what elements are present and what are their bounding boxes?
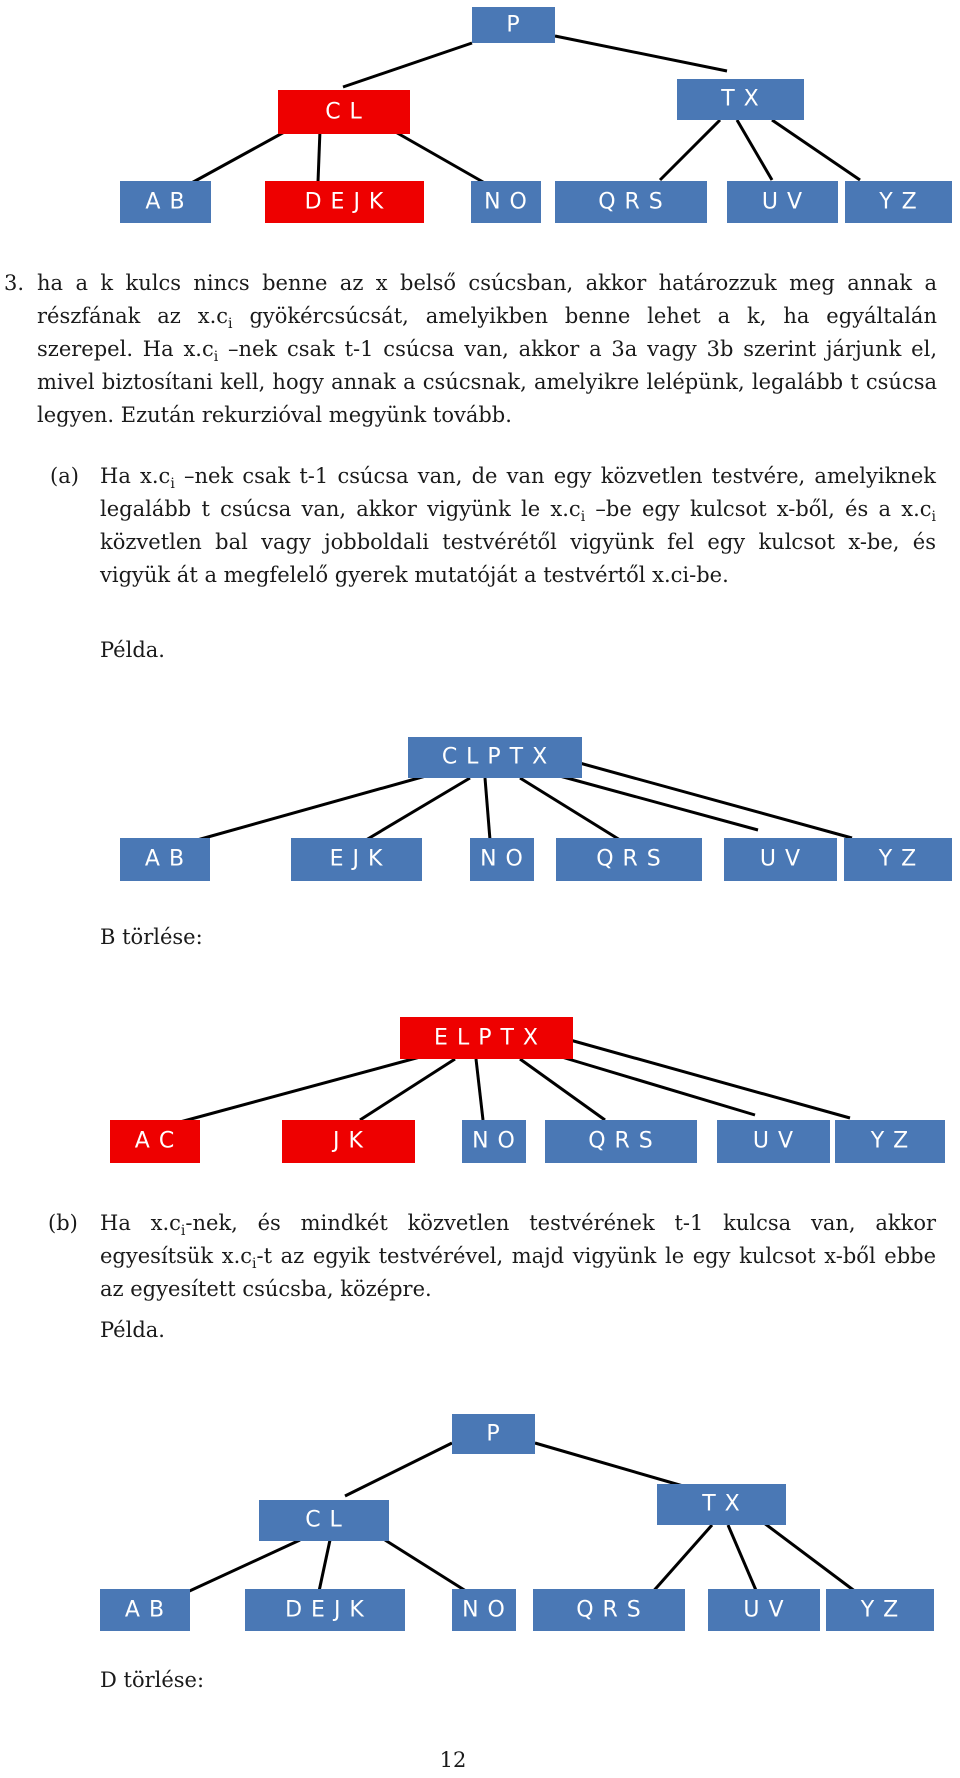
tree-node-TX: [657, 1484, 786, 1525]
subscript: i: [580, 509, 586, 526]
btree-diagram-1: [0, 0, 960, 230]
example-label-b: Példa.: [100, 1318, 165, 1342]
svg-text:C L P T X: C L P T X: [441, 744, 549, 770]
svg-text:T X: T X: [721, 86, 760, 112]
svg-text:E L P T X: E L P T X: [434, 1025, 539, 1051]
tree-node-P: [472, 7, 555, 43]
page-number: 12: [439, 1748, 467, 1772]
tree-node-NO: [470, 838, 534, 881]
tree-node-P: [452, 1414, 535, 1454]
tree-node-NO: [471, 181, 541, 223]
tree-node-AB: [100, 1589, 190, 1631]
tree-node-UV: [717, 1120, 830, 1163]
tree-node-UV: [727, 181, 838, 223]
svg-text:E J K: E J K: [329, 846, 384, 872]
tree-node-JK: [282, 1120, 415, 1163]
subscript: i: [252, 1256, 257, 1273]
svg-text:A B: A B: [124, 1597, 166, 1623]
svg-text:Q R S: Q R S: [576, 1597, 642, 1623]
svg-text:C L: C L: [305, 1507, 343, 1533]
text-segment: Ha x.c: [100, 1211, 181, 1235]
subscript: i: [228, 316, 233, 333]
svg-text:T X: T X: [702, 1491, 741, 1517]
tree-node-QRS: [555, 181, 707, 223]
tree-node-CL: [259, 1500, 389, 1541]
tree-node-YZ: [835, 1120, 945, 1163]
text-segment: gyökércsúcsát, amelyikben benne lehet a k, ha egyáltalán szerepel. Ha x.c: [37, 304, 937, 361]
tree-node-QRS: [533, 1589, 685, 1631]
tree-node-YZ: [845, 181, 952, 223]
example-label-a: Példa.: [100, 638, 165, 662]
svg-text:N O: N O: [484, 189, 528, 215]
tree-node-TX: [677, 79, 804, 120]
tree-node-CLPTX: [408, 737, 582, 778]
text-segment: –nek csak t-1 csúcsa van, de van egy közvetlen testvére, amelyiknek legalább t csúcsa van, akkor vigyünk le x.c: [100, 464, 936, 521]
d-deletion-label: D törlése:: [100, 1668, 205, 1692]
svg-text:A C: A C: [134, 1128, 176, 1154]
tree-node-UV: [708, 1589, 820, 1631]
text-segment: -t az egyik testvérével, majd vigyünk le egy kulcsot x-ből ebbe az egyesített csúcsba, középre.: [100, 1244, 937, 1301]
text-segment: Ha x.c: [100, 464, 171, 488]
svg-text:A B: A B: [145, 189, 186, 215]
svg-text:Y Z: Y Z: [879, 189, 918, 215]
tree-node-ELPTX: [400, 1017, 573, 1059]
tree-node-YZ: [844, 838, 952, 881]
paragraph-a: [100, 460, 936, 592]
svg-text:N O: N O: [472, 1128, 516, 1154]
list-label-b: (b): [48, 1211, 78, 1235]
svg-text:D E J K: D E J K: [304, 189, 385, 215]
svg-text:Q R S: Q R S: [588, 1128, 654, 1154]
btree-diagram-4: [0, 1405, 960, 1635]
svg-text:U V: U V: [759, 846, 802, 872]
paragraph-b: [100, 1207, 936, 1306]
text-segment: közvetlen bal vagy jobboldali testvérétől vigyünk fel egy kulcsot x-be, és vigyük át a megfelelő gyerek mutatóját a testvértől x.ci-be.: [100, 530, 936, 587]
text-segment: –nek csak t-1 csúcsa van, akkor a 3a vagy 3b szerint járjunk el, mivel biztosítani kell, hogy annak a csúcsnak, amelyikre lelépünk, legalább t csúcsa legyen. Ezután rekurzióval megyünk tovább.: [37, 337, 937, 427]
svg-text:U V: U V: [761, 189, 804, 215]
tree-node-AB: [120, 181, 211, 223]
svg-text:Q R S: Q R S: [596, 846, 662, 872]
svg-text:N O: N O: [462, 1597, 506, 1623]
list-number-3: 3.: [4, 271, 25, 295]
subscript: i: [931, 509, 936, 526]
subscript: i: [170, 476, 175, 493]
svg-text:P: P: [506, 12, 521, 38]
tree-node-NO: [452, 1589, 516, 1631]
btree-diagram-2: [0, 730, 960, 890]
text-segment: –be egy kulcsot x-ből, és a x.c: [585, 497, 932, 521]
tree-node-CL: [278, 90, 410, 134]
list-label-a: (a): [50, 464, 79, 488]
tree-node-UV: [724, 838, 837, 881]
svg-text:Y Z: Y Z: [860, 1597, 900, 1623]
tree-node-DEJK: [265, 181, 424, 223]
svg-text:A B: A B: [144, 846, 186, 872]
tree-node-YZ: [826, 1589, 934, 1631]
svg-text:Q R S: Q R S: [598, 189, 664, 215]
btree-diagram-3: [0, 1010, 960, 1170]
svg-text:U V: U V: [743, 1597, 785, 1623]
svg-text:D E J K: D E J K: [285, 1597, 365, 1623]
tree-node-QRS: [556, 838, 702, 881]
svg-text:N O: N O: [480, 846, 524, 872]
tree-node-QRS: [545, 1120, 697, 1163]
text-segment: -nek, és mindkét közvetlen testvérének t-1 kulcsa van, akkor egyesítsük x.c: [100, 1211, 937, 1268]
svg-text:C L: C L: [325, 99, 363, 125]
paragraph-3: [37, 267, 937, 432]
tree-node-EJK: [291, 838, 422, 881]
tree-node-DEJK: [245, 1589, 405, 1631]
b-deletion-label: B törlése:: [100, 925, 203, 949]
svg-text:U V: U V: [752, 1128, 795, 1154]
svg-text:Y Z: Y Z: [870, 1128, 910, 1154]
subscript: i: [180, 1223, 186, 1240]
tree-node-AC: [110, 1120, 200, 1163]
tree-node-NO: [462, 1120, 526, 1163]
text-segment: ha a k kulcs nincs benne az x belső csúcsban, akkor határozzuk meg annak a részfának az x.c: [37, 271, 937, 328]
svg-text:J K: J K: [333, 1128, 364, 1154]
svg-text:P: P: [486, 1421, 501, 1447]
tree-node-AB: [120, 838, 210, 881]
subscript: i: [213, 349, 219, 366]
svg-text:Y Z: Y Z: [878, 846, 918, 872]
